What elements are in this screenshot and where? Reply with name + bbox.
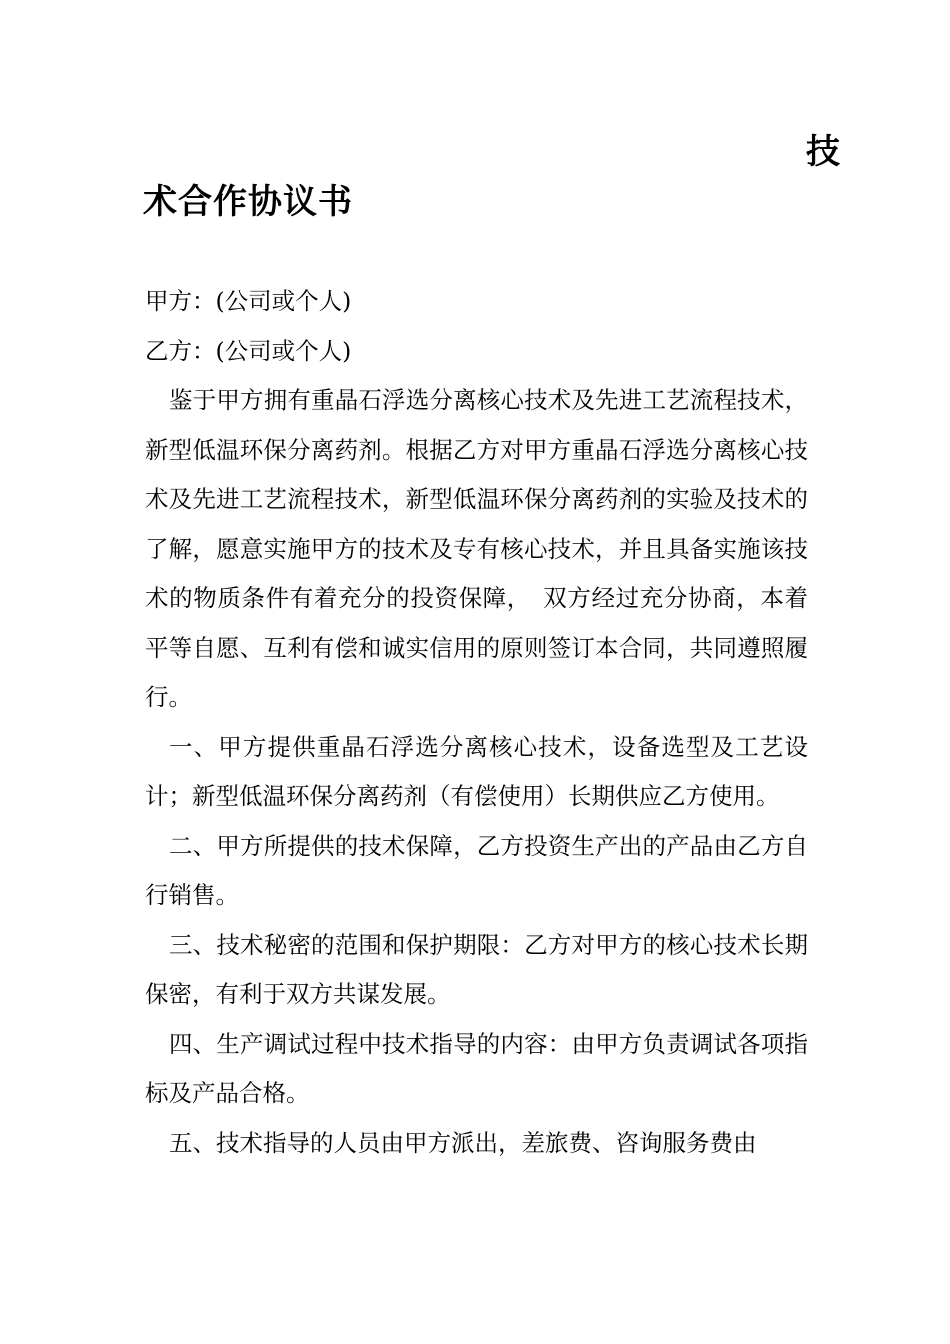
clause-4-paragraph: 四、生产调试过程中技术指导的内容：由甲方负责调试各项指标及产品合格。: [145, 1029, 808, 1107]
party-a-line: 甲方：(公司或个人): [145, 287, 352, 315]
document-title-part1: 技: [806, 132, 840, 172]
document-body: [145, 277, 808, 1168]
clause-3-paragraph: 三、技术秘密的范围和保护期限：乙方对甲方的核心技术长期保密，有利于双方共谋发展。: [145, 930, 808, 1008]
party-b-line: 乙方：(公司或个人): [145, 336, 352, 365]
clause-1-paragraph: 一、甲方提供重晶石浮选分离核心技术，设备选型及工艺设计；新型低温环保分离药剂（有偿使用）长期供应乙方使用。: [145, 732, 808, 810]
clause-2-paragraph: 二、甲方所提供的技术保障，乙方投资生产出的产品由乙方自行销售。: [145, 831, 808, 909]
preamble-paragraph: 鉴于甲方拥有重晶石浮选分离核心技术及先进工艺流程技术，新型低温环保分离药剂。根据乙方对甲方重晶石浮选分离核心技术及先进工艺流程技术，新型低温环保分离药剂的实验及技术的了解，愿意实施甲方的技术及专有核心技术，并且具备实施该技术的物质条件有着充分的投资保障， 双方经过充分协商，本着平等自愿、互利有偿和诚实信用的原则签订本合同，共同遵照履行。: [145, 386, 808, 711]
clause-5-paragraph: 五、技术指导的人员由甲方派出，差旅费、咨询服务费由: [169, 1128, 757, 1157]
document-title-part2: 术合作协议书: [143, 182, 353, 222]
